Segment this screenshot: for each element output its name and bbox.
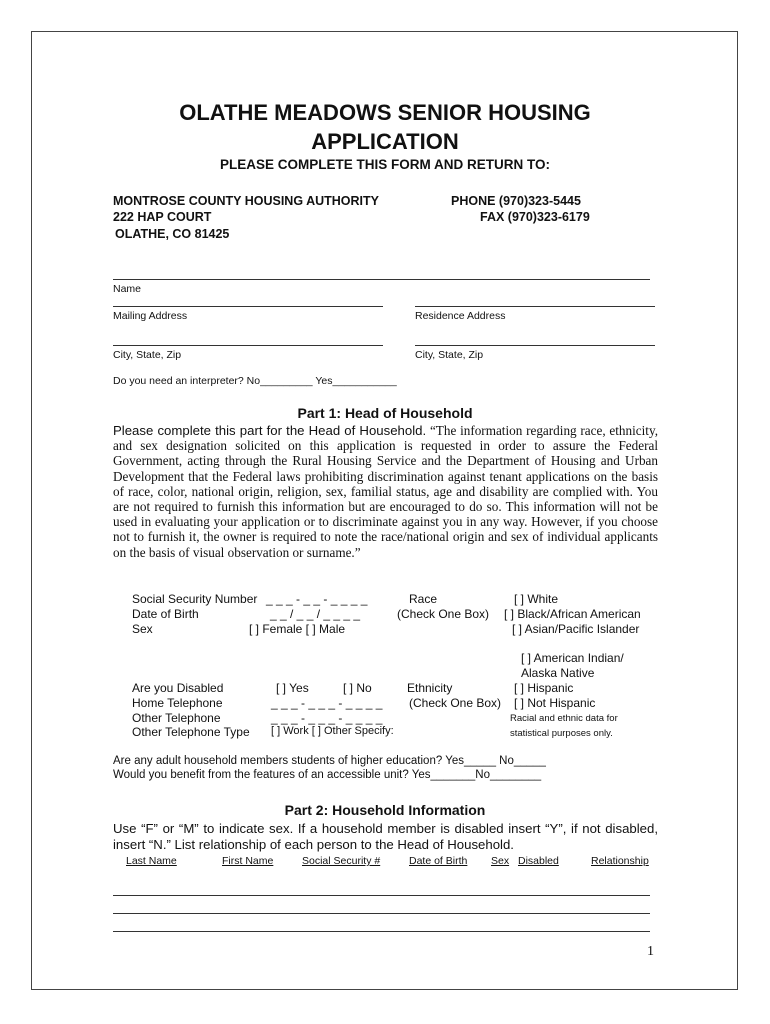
part1-disclosure: “The information regarding race, ethnicity, and sex designation solicited on this application is requested in order to assure the Federal Government, acting through the Rural Housing Service and the Department of Housing and Urban Development that the Federal laws prohibiting discrimination against tenant applications on the basis of race, color, national origin, religion, sex, familial status, age and disability are complied with. You are not required to furnish this information but are encouraged to do so. This information will not be used in evaluating your application or to discriminate against you in any way. However, if you choose not to furnish it, the owner is required to note the race/national origin and sex of individual applicants on the basis of visual observation or surname.” bbox=[113, 423, 659, 560]
mailing-city-label: City, State, Zip bbox=[113, 349, 182, 361]
org-fax: FAX (970)323-6179 bbox=[480, 210, 590, 224]
ethnicity-label: Ethnicity bbox=[407, 681, 453, 695]
form-subtitle: PLEASE COMPLETE THIS FORM AND RETURN TO: bbox=[219, 157, 550, 172]
part1-title: Part 1: Head of Household bbox=[297, 405, 473, 421]
not-hispanic-checkbox[interactable]: [ ] Not Hispanic bbox=[514, 696, 596, 710]
household-row-line[interactable] bbox=[113, 895, 650, 896]
col-first-name: First Name bbox=[222, 855, 274, 867]
mailing-address-label: Mailing Address bbox=[113, 310, 188, 322]
stats-note-line2: statistical purposes only. bbox=[510, 728, 613, 739]
residence-address-line[interactable] bbox=[415, 306, 655, 307]
disabled-yes-checkbox[interactable]: [ ] Yes bbox=[276, 681, 309, 695]
race-native-checkbox[interactable]: [ ] American Indian/ bbox=[521, 651, 624, 665]
mailing-address-line[interactable] bbox=[113, 306, 383, 307]
org-street: 222 HAP COURT bbox=[113, 210, 212, 224]
part2-instructions: Use “F” or “M” to indicate sex. If a household member is disabled insert “Y”, if not disabled, insert “N.” List relationship of each person to the Head of Household. bbox=[113, 821, 658, 852]
org-name: MONTROSE COUNTY HOUSING AUTHORITY bbox=[113, 194, 379, 208]
household-row-line[interactable] bbox=[113, 913, 650, 914]
phone-type-checkboxes[interactable]: [ ] Work [ ] Other Specify: bbox=[271, 725, 394, 737]
stats-note-line1: Racial and ethnic data for bbox=[510, 713, 618, 724]
name-input-line[interactable] bbox=[113, 279, 650, 280]
dob-input[interactable]: _ _ / _ _ / _ _ _ _ bbox=[270, 607, 361, 621]
home-phone-label: Home Telephone bbox=[132, 696, 223, 710]
household-row-line[interactable] bbox=[113, 931, 650, 932]
part2-title: Part 2: Household Information bbox=[284, 802, 486, 818]
race-native-label: Alaska Native bbox=[521, 666, 595, 680]
name-label: Name bbox=[113, 283, 142, 295]
col-sex: Sex bbox=[491, 855, 510, 867]
col-last-name: Last Name bbox=[126, 855, 177, 867]
ssn-input[interactable]: _ _ _ - _ _ - _ _ _ _ bbox=[266, 592, 368, 606]
sex-label: Sex bbox=[132, 622, 153, 636]
col-disabled: Disabled bbox=[518, 855, 559, 867]
race-asian-checkbox[interactable]: [ ] Asian/Pacific Islander bbox=[512, 622, 640, 636]
other-phone-input[interactable]: _ _ _ - _ _ _ - _ _ _ _ bbox=[271, 711, 383, 725]
home-phone-input[interactable]: _ _ _ - _ _ _ - _ _ _ _ bbox=[271, 696, 383, 710]
residence-city-line[interactable] bbox=[415, 345, 655, 346]
disabled-label: Are you Disabled bbox=[132, 681, 224, 695]
org-city: OLATHE, CO 81425 bbox=[115, 227, 230, 241]
accessible-unit-question[interactable]: Would you benefit from the features of an accessible unit? Yes_______No________ bbox=[113, 769, 542, 781]
ethnicity-hint: (Check One Box) bbox=[409, 696, 502, 710]
race-black-checkbox[interactable]: [ ] Black/African American bbox=[504, 607, 641, 621]
org-phone: PHONE (970)323-5445 bbox=[451, 194, 581, 208]
col-dob: Date of Birth bbox=[409, 855, 468, 867]
race-label: Race bbox=[409, 592, 438, 606]
form-title-line2: APPLICATION bbox=[311, 129, 459, 154]
residence-city-label: City, State, Zip bbox=[415, 349, 484, 361]
form-title-line1: OLATHE MEADOWS SENIOR HOUSING bbox=[179, 100, 591, 125]
ssn-label: Social Security Number bbox=[132, 592, 258, 606]
dob-label: Date of Birth bbox=[132, 607, 199, 621]
part1-lead: Please complete this part for the Head of Household. bbox=[113, 423, 427, 438]
part1-paragraph bbox=[113, 423, 658, 560]
disabled-no-checkbox[interactable]: [ ] No bbox=[343, 681, 372, 695]
mailing-city-line[interactable] bbox=[113, 345, 383, 346]
students-question[interactable]: Are any adult household members students of higher education? Yes_____ No_____ bbox=[113, 755, 546, 767]
race-hint: (Check One Box) bbox=[397, 607, 490, 621]
residence-address-label: Residence Address bbox=[415, 310, 506, 322]
interpreter-question[interactable]: Do you need an interpreter? No_________ Yes___________ bbox=[113, 375, 397, 387]
phone-type-label: Other Telephone Type bbox=[132, 725, 250, 739]
race-white-checkbox[interactable]: [ ] White bbox=[514, 592, 559, 606]
page-number: 1 bbox=[647, 944, 654, 959]
col-relationship: Relationship bbox=[591, 855, 649, 867]
sex-checkboxes[interactable]: [ ] Female [ ] Male bbox=[249, 622, 346, 636]
col-ssn: Social Security # bbox=[302, 855, 381, 867]
other-phone-label: Other Telephone bbox=[132, 711, 221, 725]
hispanic-checkbox[interactable]: [ ] Hispanic bbox=[514, 681, 574, 695]
